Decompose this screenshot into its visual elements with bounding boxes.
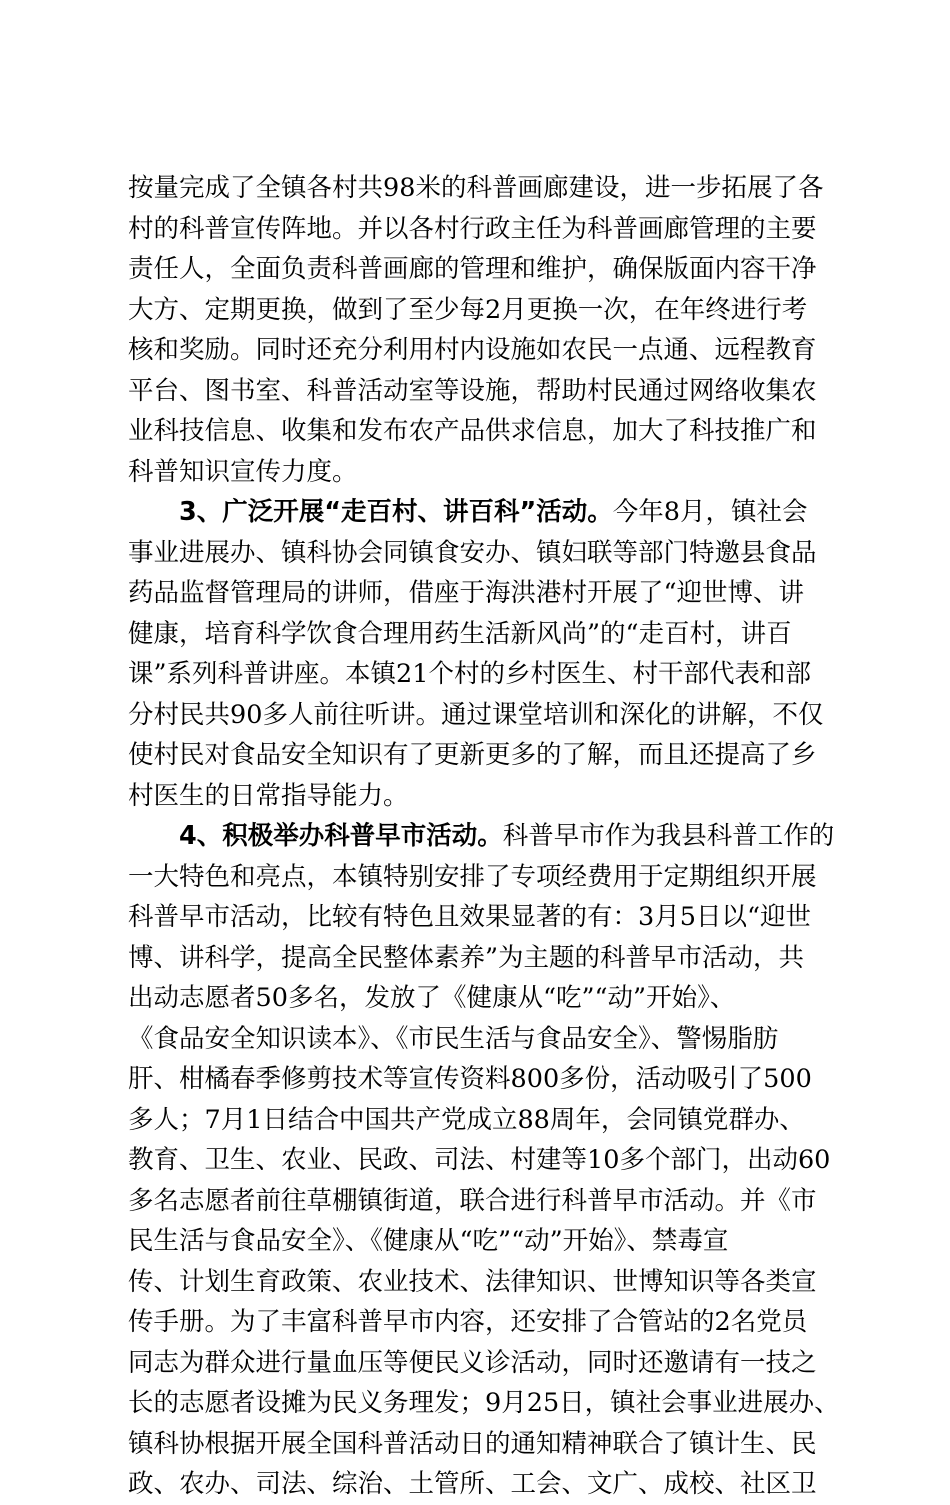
paragraph-line: 《食品安全知识读本》、《市民生活与食品安全》、警惕脂肪 (128, 1023, 779, 1054)
paragraph-line: 政、农办、司法、综治、土管所、工会、文广、成校、社区卫 (128, 1469, 817, 1499)
paragraph-line: 健康，培育科学饮食合理用药生活新风尚”的“走百村，讲百 (128, 618, 792, 649)
paragraph-line: 教育、卫生、农业、民政、司法、村建等10多个部门，出动60 (128, 1145, 831, 1175)
paragraph-line: 出动志愿者50多名，发放了《健康从“吃”“动”开始》、 (128, 983, 736, 1013)
paragraph-line: 课”系列科普讲座。本镇21个村的乡村医生、村干部代表和部 (128, 659, 811, 689)
paragraph-line: 同志为群众进行量血压等便民义诊活动，同时还邀请有一技之 (128, 1347, 817, 1378)
document-body (128, 168, 840, 1505)
paragraph-line: 一大特色和亮点，本镇特别安排了专项经费用于定期组织开展 (128, 861, 817, 892)
section-4-first-line (128, 816, 835, 857)
paragraph-line: 事业进展办、镇科协会同镇食安办、镇妇联等部门特邀县食品 (128, 537, 817, 568)
paragraph-line: 责任人，全面负责科普画廊的管理和维护，确保版面内容干净 (128, 254, 817, 284)
paragraph-line: 传、计划生育政策、农业技术、法律知识、世博知识等各类宣 (128, 1266, 817, 1297)
paragraph-line: 多人；7月1日结合中国共产党成立88周年，会同镇党群办、 (128, 1104, 805, 1135)
paragraph-line: 镇科协根据开展全国科普活动日的通知精神联合了镇计生、民 (128, 1428, 817, 1459)
paragraph-line: 药品监督管理局的讲师，借座于海洪港村开展了“迎世博、讲 (128, 578, 805, 608)
paragraph-line: 按量完成了全镇各村共98米的科普画廊建设，进一步拓展了各 (128, 173, 824, 203)
paragraph-line: 大方、定期更换，做到了至少每2月更换一次，在年终进行考 (128, 294, 808, 325)
paragraph-line: 博、讲科学，提高全民整体素养”为主题的科普早市活动，共 (128, 942, 805, 973)
paragraph-line: 长的志愿者设摊为民义务理发；9月25日，镇社会事业进展办、 (128, 1388, 840, 1418)
paragraph-line: 核和奖励。同时还充分利用村内设施如农民一点通、远程教育 (128, 335, 817, 365)
paragraph-line: 多名志愿者前往草棚镇街道，联合进行科普早市活动。并《市 (128, 1185, 817, 1216)
paragraph-line: 使村民对食品安全知识有了更新更多的了解，而且还提高了乡 (128, 740, 817, 770)
paragraph-line: 村医生的日常指导能力。 (128, 780, 409, 811)
paragraph-line: 分村民共90多人前往听讲。通过课堂培训和深化的讲解，不仅 (128, 699, 824, 730)
section-3-heading: 3、广泛开展“走百村、讲百科”活动。 (179, 497, 613, 527)
paragraph-line: 民生活与食品安全》、《健康从“吃”“动”开始》、禁毒宣 (128, 1226, 729, 1256)
paragraph-line: 科普早市活动，比较有特色且效果显著的有：3月5日以“迎世 (128, 902, 811, 932)
paragraph-line: 肝、柑橘春季修剪技术等宣传资料800多份，活动吸引了500 (128, 1064, 812, 1094)
paragraph-line: 传手册。为了丰富科普早市内容，还安排了合管站的2名党员 (128, 1307, 808, 1337)
section-3-first-line (128, 492, 828, 533)
section-4-text: 科普早市作为我县科普工作的 (502, 821, 835, 851)
paragraph-line: 平台、图书室、科普活动室等设施，帮助村民通过网络收集农 (128, 375, 817, 406)
paragraph-line: 科普知识宣传力度。 (128, 456, 358, 487)
paragraph-line: 村的科普宣传阵地。并以各村行政主任为科普画廊管理的主要 (128, 213, 817, 244)
paragraph-line: 业科技信息、收集和发布农产品供求信息，加大了科技推广和 (128, 416, 817, 446)
section-4-heading: 4、积极举办科普早市活动。 (179, 821, 503, 851)
section-3-text: 今年8月，镇社会 (612, 497, 808, 527)
